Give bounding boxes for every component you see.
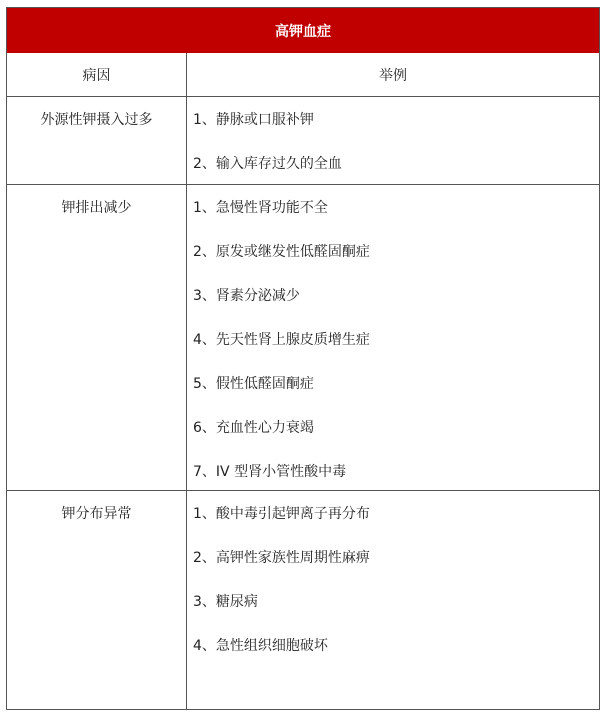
- header-example: 举例: [379, 67, 407, 84]
- example-item: 6、充血性心力衰竭: [193, 420, 314, 436]
- example-item: 1、酸中毒引起钾离子再分布: [193, 506, 370, 522]
- example-item: 2、高钾性家族性周期性麻痹: [193, 550, 370, 566]
- table-row-reduced-excretion: [7, 185, 599, 491]
- cause-cell: 钾分布异常: [61, 506, 132, 522]
- table-row-distribution: [7, 491, 599, 709]
- example-item: 2、输入库存过久的全血: [193, 156, 342, 172]
- example-item: 4、先天性肾上腺皮质增生症: [193, 332, 370, 348]
- hyperkalemia-table: [6, 7, 600, 710]
- example-item: 2、原发或继发性低醛固酮症: [193, 244, 370, 260]
- column-divider: [186, 53, 187, 709]
- example-item: 5、假性低醛固酮症: [193, 376, 314, 392]
- cause-cell: 外源性钾摄入过多: [40, 112, 153, 128]
- example-item: 3、糖尿病: [193, 594, 258, 610]
- header-cause: 病因: [82, 67, 111, 84]
- table-row-exogenous: [7, 97, 599, 185]
- example-item: 1、静脉或口服补钾: [193, 112, 314, 128]
- example-item: 4、急性组织细胞破坏: [193, 638, 328, 654]
- example-item: 1、急慢性肾功能不全: [193, 200, 328, 216]
- table-header-row: [7, 53, 599, 97]
- example-item: 7、IV 型肾小管性酸中毒: [193, 464, 347, 480]
- cause-cell: 钾排出减少: [61, 200, 132, 216]
- example-item: 3、肾素分泌减少: [193, 288, 300, 304]
- table-title: 高钾血症: [7, 8, 599, 53]
